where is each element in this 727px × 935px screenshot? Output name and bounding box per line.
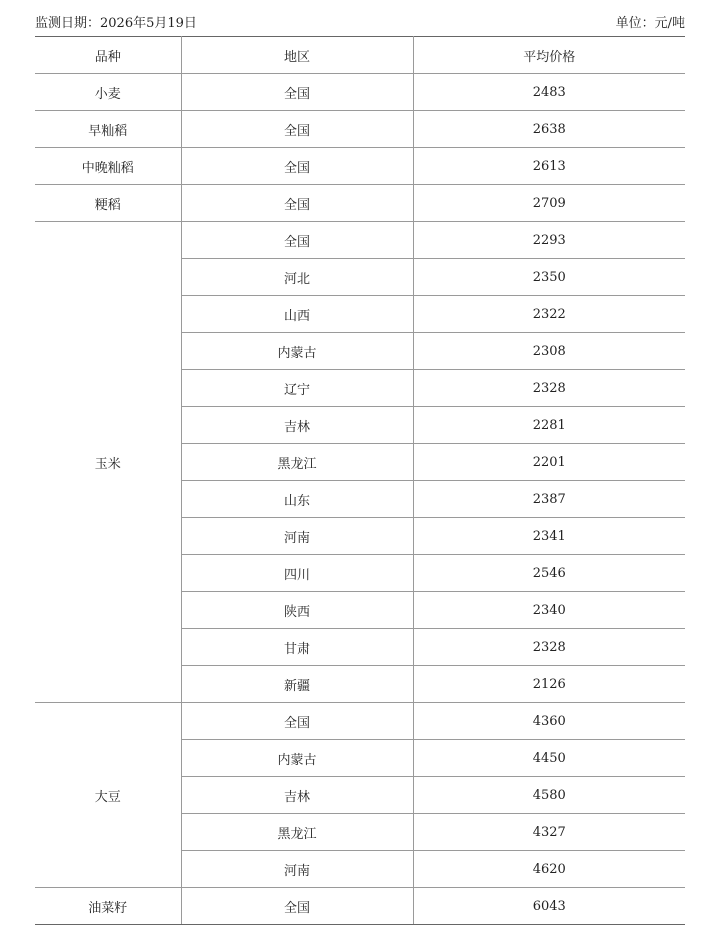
- region-cell: 黑龙江: [181, 814, 413, 851]
- region-cell: 河南: [181, 851, 413, 888]
- price-cell: 2350: [413, 259, 685, 296]
- region-cell: 山东: [181, 481, 413, 518]
- grain-price-table: [35, 36, 685, 925]
- region-cell: 内蒙古: [181, 333, 413, 370]
- region-cell: 全国: [181, 185, 413, 222]
- region-cell: 辽宁: [181, 370, 413, 407]
- monitoring-date: 监测日期：2026年5月19日: [35, 16, 197, 31]
- price-cell: 4580: [413, 777, 685, 814]
- table-row: [35, 185, 685, 222]
- price-cell: 2387: [413, 481, 685, 518]
- region-cell: 内蒙古: [181, 740, 413, 777]
- unit-label: 单位：元/吨: [615, 16, 685, 31]
- table-row: [35, 222, 685, 259]
- column-header-variety: 品种: [35, 37, 181, 74]
- table-row: [35, 888, 685, 925]
- price-cell: 2709: [413, 185, 685, 222]
- region-cell: 新疆: [181, 666, 413, 703]
- region-cell: 山西: [181, 296, 413, 333]
- price-cell: 2328: [413, 370, 685, 407]
- price-cell: 2322: [413, 296, 685, 333]
- price-cell: 6043: [413, 888, 685, 925]
- table-body: [35, 74, 685, 925]
- region-cell: 全国: [181, 703, 413, 740]
- price-cell: 2638: [413, 111, 685, 148]
- table-row: [35, 703, 685, 740]
- variety-cell: 油菜籽: [35, 888, 181, 925]
- region-cell: 全国: [181, 148, 413, 185]
- region-cell: 陕西: [181, 592, 413, 629]
- variety-cell: 小麦: [35, 74, 181, 111]
- price-cell: 2483: [413, 74, 685, 111]
- price-cell: 4620: [413, 851, 685, 888]
- price-cell: 4450: [413, 740, 685, 777]
- price-cell: 2546: [413, 555, 685, 592]
- column-header-region: 地区: [181, 37, 413, 74]
- region-cell: 四川: [181, 555, 413, 592]
- variety-cell: 大豆: [35, 703, 181, 888]
- variety-cell: 粳稻: [35, 185, 181, 222]
- region-cell: 甘肃: [181, 629, 413, 666]
- region-cell: 河北: [181, 259, 413, 296]
- region-cell: 全国: [181, 111, 413, 148]
- price-cell: 2341: [413, 518, 685, 555]
- region-cell: 黑龙江: [181, 444, 413, 481]
- variety-cell: 玉米: [35, 222, 181, 703]
- region-cell: 河南: [181, 518, 413, 555]
- price-cell: 2293: [413, 222, 685, 259]
- price-cell: 2281: [413, 407, 685, 444]
- price-cell: 2308: [413, 333, 685, 370]
- region-cell: 吉林: [181, 777, 413, 814]
- table-row: [35, 74, 685, 111]
- table-row: [35, 111, 685, 148]
- table-row: [35, 148, 685, 185]
- table-header-row: [35, 37, 685, 74]
- price-cell: 4327: [413, 814, 685, 851]
- variety-cell: 早籼稻: [35, 111, 181, 148]
- variety-cell: 中晚籼稻: [35, 148, 181, 185]
- price-cell: 2328: [413, 629, 685, 666]
- price-cell: 4360: [413, 703, 685, 740]
- region-cell: 吉林: [181, 407, 413, 444]
- region-cell: 全国: [181, 888, 413, 925]
- region-cell: 全国: [181, 74, 413, 111]
- column-header-avg-price: 平均价格: [413, 37, 685, 74]
- price-cell: 2340: [413, 592, 685, 629]
- price-cell: 2126: [413, 666, 685, 703]
- table-caption-bar: [35, 0, 685, 36]
- price-cell: 2201: [413, 444, 685, 481]
- region-cell: 全国: [181, 222, 413, 259]
- price-cell: 2613: [413, 148, 685, 185]
